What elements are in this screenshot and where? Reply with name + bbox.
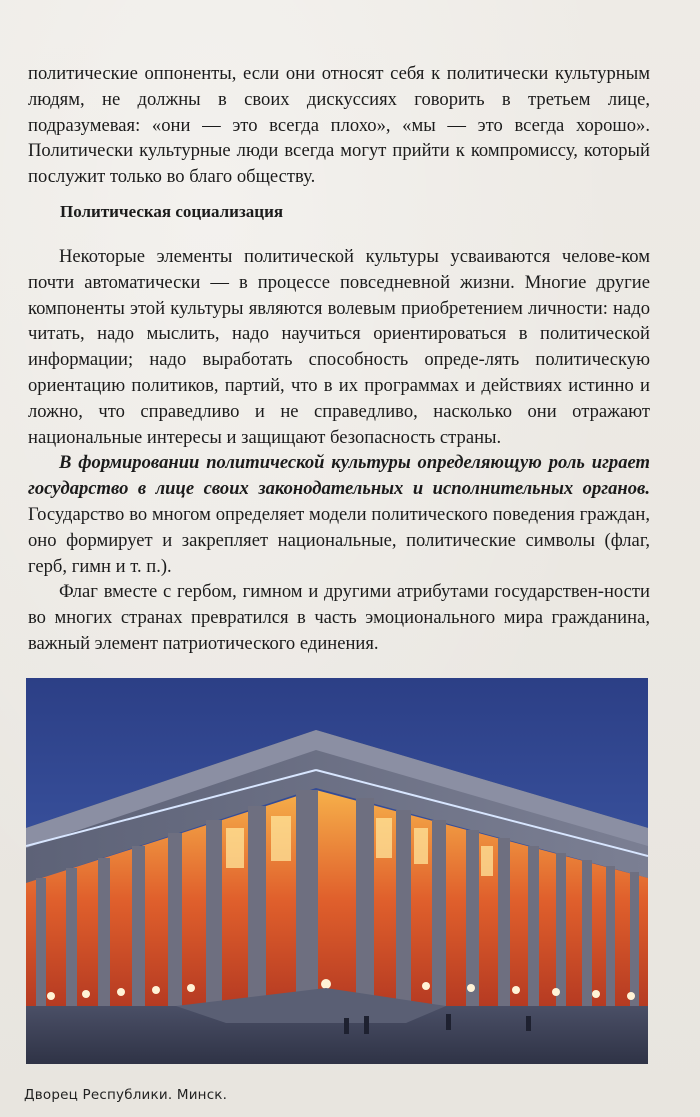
- paragraph-2-emphasis: В формировании политической культуры определяющую роль играет государство в лице своих законодательных и исполнительных органов.: [28, 452, 650, 500]
- paragraph-2: [28, 450, 650, 579]
- paragraph-2-rest: Государство во многом определяет модели политического поведения граждан, оно формирует и закрепляет национальные, политические символы (флаг, герб, гимн и т. п.).: [28, 503, 650, 577]
- photo-caption: Дворец Республики. Минск.: [24, 1087, 228, 1103]
- section-body: [28, 244, 650, 657]
- paragraph-top: [28, 61, 650, 190]
- section-heading: Политическая социализация: [60, 202, 284, 221]
- paragraph-3: Флаг вместе с гербом, гимном и другими атрибутами государствен-ности во многих странах превратился в часть эмоционального мира гражданина, важный элемент патриотического единения.: [28, 581, 650, 654]
- palace-photo: [26, 678, 648, 1064]
- paragraph-1: Некоторые элементы политической культуры усваиваются челове-ком почти автоматически — в процессе повседневной жизни. Многие другие компоненты этой культуры являются волевым приобретением личности: надо читать, надо мыслить, надо научиться ориентироваться в политической информации; надо выработать способность опреде-лять политическую ориентацию политиков, партий, что в их программах и действиях истинно и ложно, что справедливо и не справедливо, насколько они отражают национальные интересы и защищают безопасность страны.: [28, 246, 650, 448]
- paragraph-top-text: политические оппоненты, если они относят себя к политически культурным людям, не должны в своих дискуссиях говорить в третьем лице, подразумевая: «они — это всегда плохо», «мы — это всегда хорошо». Политически культурные люди всегда могут прийти к компромиссу, который послужит только во благо обществу.: [28, 63, 650, 188]
